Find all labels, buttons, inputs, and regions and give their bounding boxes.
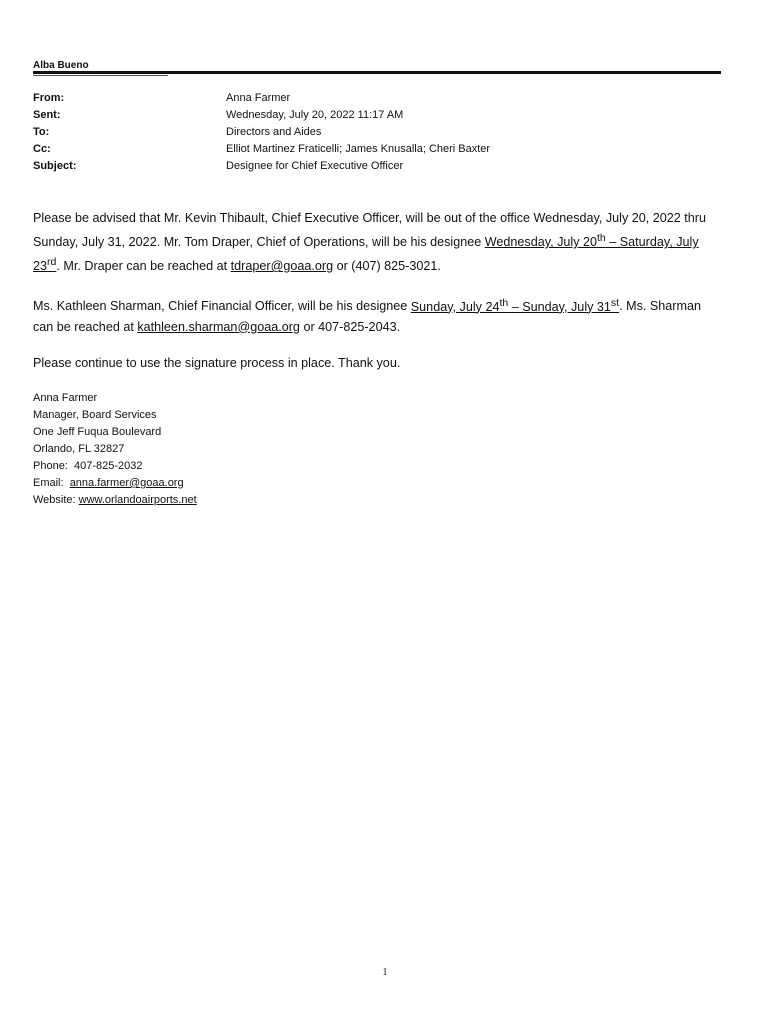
signature-phone xyxy=(33,458,197,475)
p2-designee-dates xyxy=(410,296,620,314)
p2-text-3: or 407-825-2043. xyxy=(299,319,401,334)
email-header xyxy=(33,90,490,175)
body-paragraph-1 xyxy=(33,208,723,276)
website-link[interactable]: www.orlandoairports.net xyxy=(78,494,197,506)
signature-title: Manager, Board Services xyxy=(33,409,157,421)
p2-date-end-sup: st xyxy=(610,296,620,309)
mailbox-owner: Alba Bueno xyxy=(33,60,89,71)
sent-row xyxy=(33,107,490,124)
p2-date-start: Sunday, July 24 xyxy=(410,299,500,314)
page-number: 1 xyxy=(382,967,388,978)
subject-label: Subject: xyxy=(33,160,77,172)
signature-name: Anna Farmer xyxy=(33,392,98,404)
p1-text-2: . Mr. Draper can be reached at xyxy=(56,259,231,274)
header-rule xyxy=(33,71,721,74)
p1-date-end-sup: rd xyxy=(47,256,57,269)
p1-date-end: – Saturday, July 23 xyxy=(33,235,699,274)
to-label: To: xyxy=(33,126,50,138)
email-label: Email: xyxy=(33,477,70,489)
email-body xyxy=(33,208,723,389)
from-row xyxy=(33,90,490,107)
body-paragraph-2 xyxy=(33,292,723,336)
signature-block xyxy=(33,390,197,509)
cc-row xyxy=(33,141,490,158)
p1-email-link[interactable]: tdraper@goaa.org xyxy=(230,259,334,274)
cc-label: Cc: xyxy=(33,143,51,155)
p1-text-1: Please be advised that Mr. Kevin Thibault, Chief Executive Officer, will be out of the office Wednesday, July 20, 2022 thru Sunday, July 31, 2022. Mr. Tom Draper, Chief of Operations, will be his designee xyxy=(33,211,706,250)
p1-date-start-sup: th xyxy=(597,232,606,244)
p2-date-end: – Sunday, July 31 xyxy=(508,299,611,314)
to-row xyxy=(33,124,490,141)
p1-text-3: or (407) 825-3021. xyxy=(333,259,441,274)
sent-value: Wednesday, July 20, 2022 11:17 AM xyxy=(226,109,404,121)
subject-value: Designee for Chief Executive Officer xyxy=(226,160,404,172)
signature-address-2: Orlando, FL 32827 xyxy=(33,443,125,455)
phone-value: 407-825-2032 xyxy=(73,460,143,472)
p2-text-2: . Ms. Sharman can be reached at xyxy=(33,299,701,334)
signature-website xyxy=(33,492,197,509)
sent-label: Sent: xyxy=(33,109,61,121)
header-rule-thin xyxy=(33,75,168,76)
signature-email-link[interactable]: anna.farmer@goaa.org xyxy=(69,477,184,489)
p2-email-link[interactable]: kathleen.sharman@goaa.org xyxy=(137,319,300,334)
body-paragraph-3: Please continue to use the signature process in place. Thank you. xyxy=(33,355,401,370)
p2-date-start-sup: th xyxy=(499,296,509,309)
cc-value: Elliot Martinez Fraticelli; James Knusalla; Cheri Baxter xyxy=(226,143,491,155)
p2-text-1: Ms. Kathleen Sharman, Chief Financial Officer, will be his designee xyxy=(33,299,411,314)
from-value: Anna Farmer xyxy=(226,92,291,104)
signature-address-1: One Jeff Fuqua Boulevard xyxy=(33,426,162,438)
website-label: Website: xyxy=(33,494,79,506)
p1-date-start: Wednesday, July 20 xyxy=(484,235,597,250)
from-label: From: xyxy=(33,92,65,104)
phone-label: Phone: xyxy=(33,460,74,472)
signature-email xyxy=(33,475,197,492)
subject-row xyxy=(33,158,490,175)
to-value: Directors and Aides xyxy=(226,126,322,138)
